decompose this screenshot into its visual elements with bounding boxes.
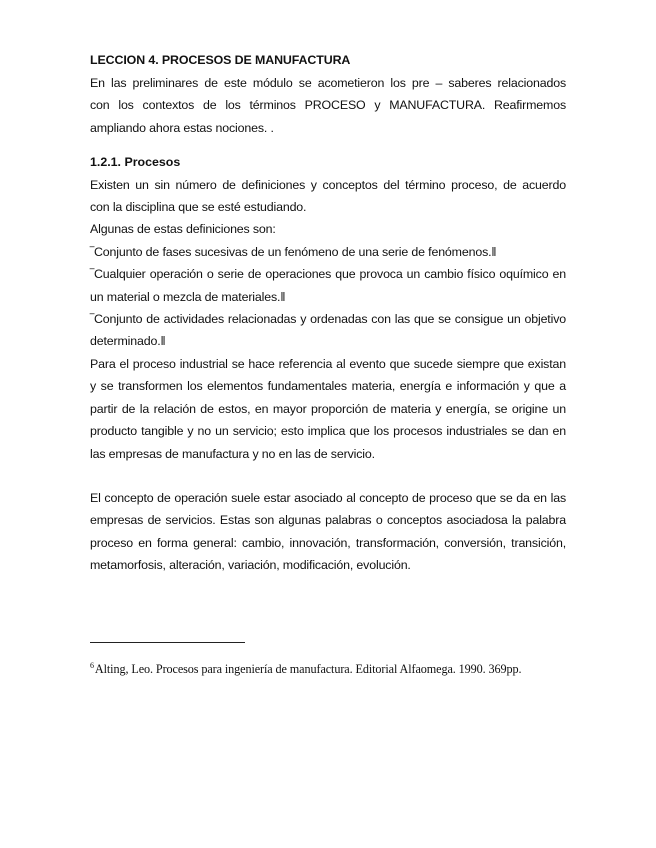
definition-item: ‾Cualquier operación o serie de operaciones que provoca un cambio físico oquímico en un material o mezcla de materiales.‖ — [90, 267, 566, 304]
definitions-list — [90, 241, 566, 353]
section-intro-line: Algunas de estas definiciones son: — [90, 222, 276, 237]
industrial-process-paragraph: Para el proceso industrial se hace referencia al evento que sucede siempre que existan y se transformen los elementos fundamentales materia, energía e información y que a partir de la relación de estos, en mayor proporción de materia y energía, se origine un producto tangible y no un servicio; esto implica que los procesos industriales se dan en las empresas de manufactura y no en las de servicio. — [90, 356, 566, 461]
section-intro-line: con la disciplina que se esté estudiando. — [90, 200, 307, 215]
operation-paragraph: El concepto de operación suele estar asociado al concepto de proceso que se da en las empresas de servicios. Estas son algunas palabras o conceptos asociadosa la palabra proceso en forma general: cambio, innovación, transformación, conversión, transición, metamorfosis, alteración, variación, modificación, evolución. — [90, 490, 566, 573]
definition-item: ‾Conjunto de fases sucesivas de un fenómeno de una serie de fenómenos.‖ — [90, 244, 497, 259]
footnote-marker: 6 — [90, 661, 94, 670]
intro-line: En las preliminares de este módulo se acometieron los pre – saberes relacionados — [90, 76, 566, 90]
section-intro-line: Existen un sin número de definiciones y conceptos del término proceso, de acuerdo — [90, 177, 566, 192]
section-heading: 1.2.1. Procesos — [90, 155, 181, 170]
footnote-divider — [90, 642, 245, 643]
intro-line: con los contextos de los términos PROCESO y MANUFACTURA. Reafirmemos — [90, 98, 566, 113]
footnote — [90, 661, 570, 677]
lesson-title: LECCION 4. PROCESOS DE MANUFACTURA — [90, 53, 351, 67]
intro-paragraph — [90, 72, 566, 139]
footnote-text: Alting, Leo. Procesos para ingeniería de manufactura. Editorial Alfaomega. 1990. 369pp. — [94, 662, 522, 676]
intro-line: ampliando ahora estas nociones. . — [90, 120, 274, 135]
document-page — [90, 50, 566, 577]
definition-item: ‾Conjunto de actividades relacionadas y ordenadas con las que se consigue un objetivo determinado.‖ — [90, 312, 566, 349]
section-intro — [90, 174, 566, 241]
